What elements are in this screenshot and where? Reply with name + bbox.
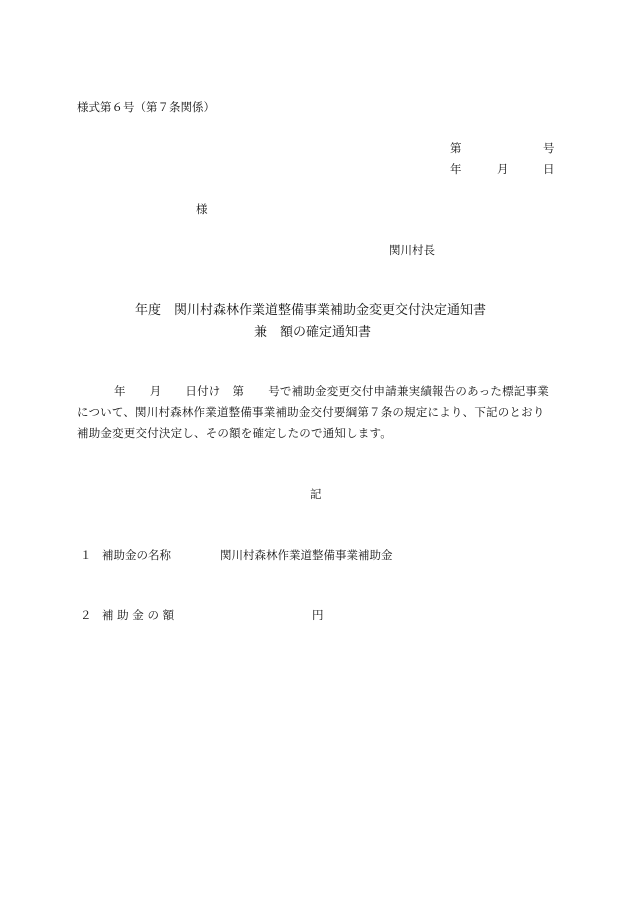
item-2-value-unit: 円 — [312, 608, 324, 622]
date-hi: 日 — [543, 162, 555, 176]
item-1-value: 関川村森林作業道整備事業補助金 — [220, 548, 393, 562]
form-number: 様式第６号（第７条関係） — [77, 100, 215, 114]
title-ken: 兼 — [254, 325, 268, 340]
body-line-3: 補助金変更交付決定し、その額を確定したので通知します。 — [77, 426, 392, 440]
doc-number-dai: 第 — [450, 141, 462, 155]
item-1-number: １ — [80, 548, 92, 562]
sender-name: 関川村長 — [389, 243, 435, 257]
body-dated: 日付け — [185, 384, 221, 398]
doc-number-gou: 号 — [543, 141, 555, 155]
title-line-1 — [135, 304, 486, 317]
ki-label: 記 — [310, 487, 322, 501]
item-2-number: ２ — [80, 608, 92, 622]
title-line-2 — [254, 326, 371, 339]
body-tsuki: 月 — [149, 384, 162, 398]
body-nen: 年 — [114, 384, 126, 398]
body-line-1 — [114, 386, 549, 398]
body-dai: 第 — [232, 384, 245, 398]
body-line-2: について、関川村森林作業道整備事業補助金交付要綱第７条の規定により、下記のとおり — [77, 405, 545, 419]
title-fiscal-year: 年度 — [135, 303, 162, 318]
date-nen: 年 — [450, 162, 462, 176]
title-sub: 額の確定通知書 — [280, 325, 372, 340]
item-1-label: 補助金の名称 — [102, 548, 171, 562]
date-tsuki: 月 — [497, 162, 509, 176]
body-line-1-rest: 号で補助金変更交付申請兼実績報告のあった標記事業 — [268, 384, 549, 398]
addressee-sama: 様 — [196, 202, 208, 216]
title-main: 関川村森林作業道整備事業補助金変更交付決定通知書 — [174, 303, 487, 318]
item-2-label: 補 助 金 の 額 — [102, 608, 175, 622]
